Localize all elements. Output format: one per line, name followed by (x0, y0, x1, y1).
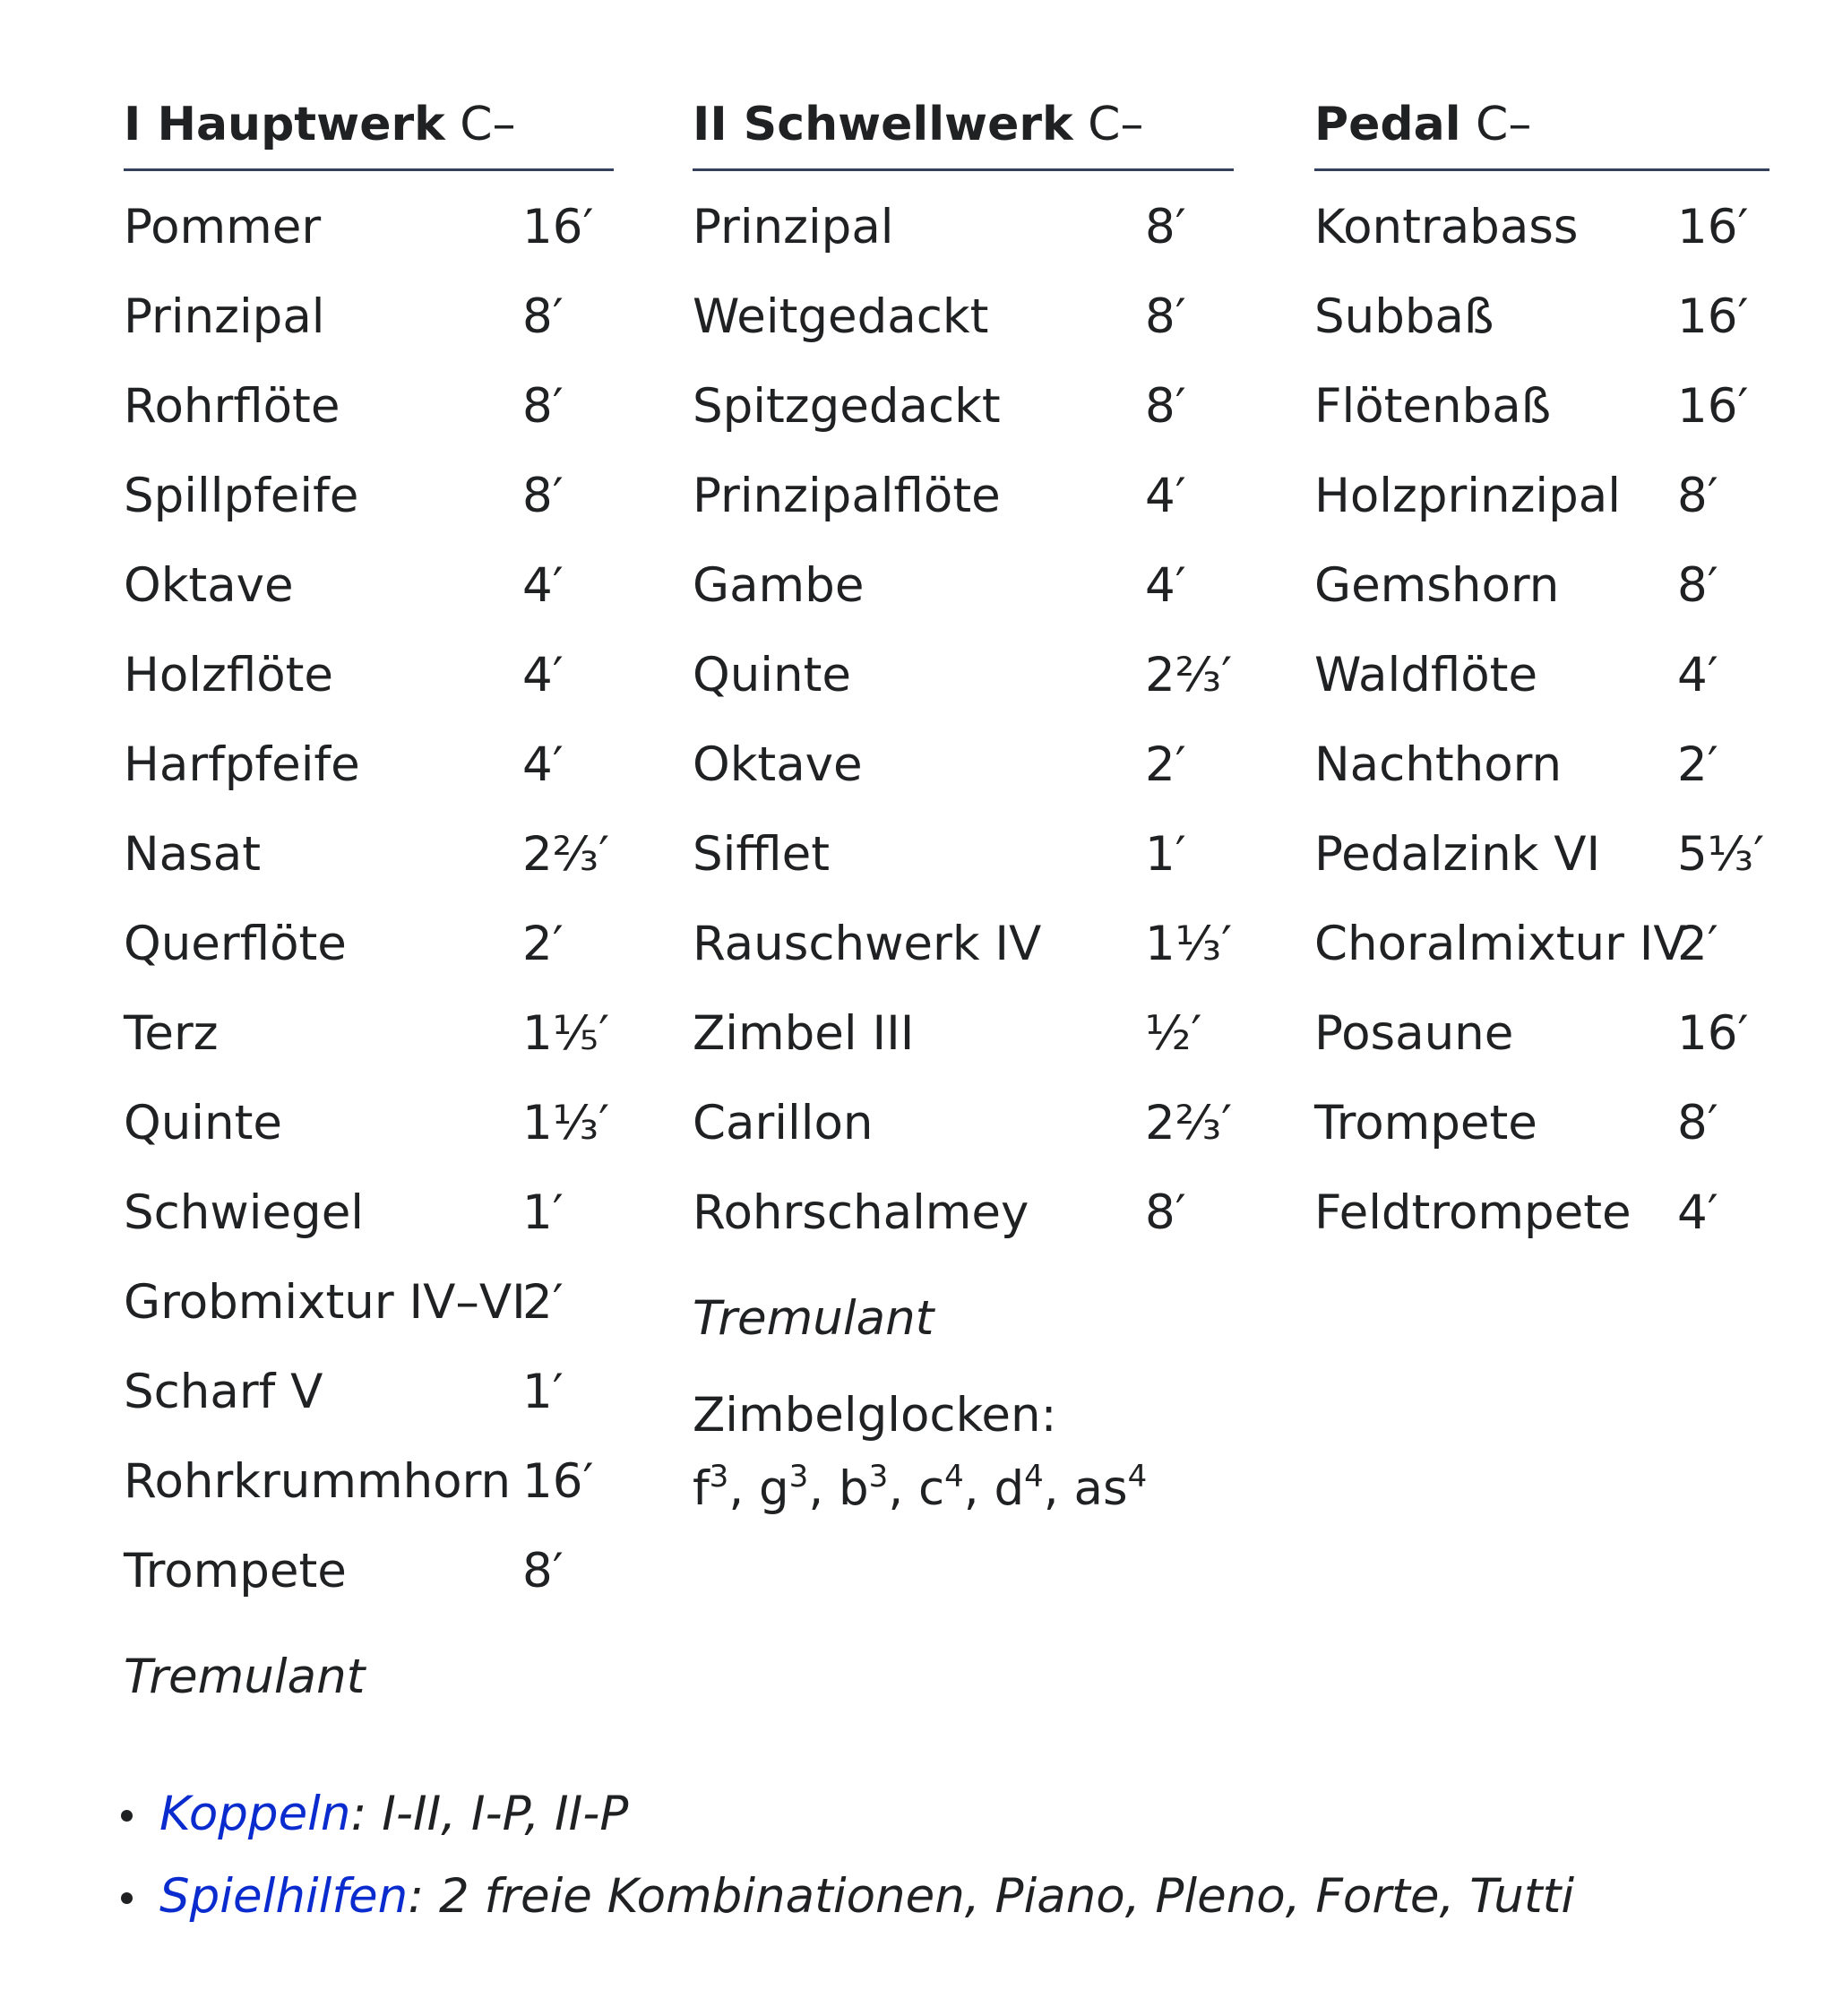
stop-row (124, 1545, 614, 1634)
stop-name: Feldtrompete (1314, 1185, 1632, 1240)
stop-name: Rohrflöte (124, 379, 340, 434)
tremulant-label: Tremulant (124, 1650, 366, 1704)
division-title (693, 86, 1234, 163)
bell-note (994, 1461, 1044, 1516)
stop-row (124, 649, 614, 738)
stop-size: 1⅓′ (522, 1096, 610, 1150)
stop-name: Scharf V (124, 1365, 323, 1419)
title-underline (693, 168, 1234, 171)
stop-name: Prinzipal (124, 289, 325, 344)
stop-list (124, 201, 614, 1634)
stop-name: Subbaß (1314, 289, 1494, 344)
stop-size: 2′ (522, 917, 564, 971)
bell-note (693, 1461, 728, 1516)
stop-row (124, 380, 614, 470)
stop-row (124, 1007, 614, 1097)
stop-name: Zimbel III (693, 1006, 915, 1061)
stop-name: Sifflet (693, 827, 830, 882)
stop-name: Nasat (124, 827, 261, 882)
bell-note-letter: as (1073, 1461, 1128, 1516)
bell-note-letter: b (839, 1461, 869, 1516)
stop-row (1314, 1097, 1769, 1186)
stop-size: 2′ (1145, 737, 1186, 792)
stop-name: Terz (124, 1006, 219, 1061)
bell-note-octave: 4 (944, 1459, 964, 1495)
stop-name: Holzprinzipal (1314, 469, 1621, 523)
tremulant-label: Tremulant (693, 1291, 934, 1346)
division-range: C– (460, 98, 516, 151)
division-title (124, 86, 614, 163)
stop-size: 8′ (1145, 1185, 1186, 1240)
stop-size: 16′ (522, 200, 594, 254)
stop-size: 16′ (1677, 1006, 1749, 1061)
stop-row (693, 649, 1234, 738)
stop-name: Rohrschalmey (693, 1185, 1029, 1240)
stop-row (124, 738, 614, 828)
bullet-icon (121, 1810, 133, 1822)
stop-name: Oktave (124, 558, 294, 613)
stop-size: 1′ (522, 1365, 564, 1419)
stop-row (124, 1186, 614, 1276)
stop-size: 1⅓′ (1145, 917, 1233, 971)
stop-name: Rauschwerk IV (693, 917, 1042, 971)
division-title (1314, 86, 1769, 163)
stop-row (124, 1366, 614, 1455)
stop-size: 8′ (1677, 1096, 1718, 1150)
stop-name: Trompete (1314, 1096, 1537, 1150)
stop-size: 16′ (1677, 200, 1749, 254)
division-pedal (1314, 86, 1769, 1276)
stop-row (124, 470, 614, 559)
bells-notes: $f^3$, $g^3$, $b^3$, $c^4$, $d^4$, $as^4$ (693, 1459, 1148, 1516)
accessories-list (116, 1788, 1574, 1952)
stop-row (693, 559, 1234, 649)
division-range: C– (1088, 98, 1144, 151)
stop-row (693, 1186, 1234, 1276)
bell-note-octave: 3 (788, 1459, 809, 1495)
stop-row (124, 918, 614, 1007)
stop-name: Kontrabass (1314, 200, 1579, 254)
stop-name: Spitzgedackt (693, 379, 1001, 434)
stop-size: 16′ (1677, 289, 1749, 344)
accessory-item (116, 1788, 1574, 1870)
stop-size: 4′ (1677, 648, 1718, 702)
stop-size: 2′ (1677, 917, 1718, 971)
bell-note (1074, 1461, 1148, 1516)
title-underline (124, 168, 614, 171)
stop-size: 4′ (522, 558, 564, 613)
stop-row (1314, 1007, 1769, 1097)
stop-size: 4′ (522, 737, 564, 792)
bell-note (839, 1461, 888, 1516)
stop-name: Prinzipalflöte (693, 469, 1001, 523)
stop-size: 2′ (522, 1275, 564, 1330)
stop-name: Spillpfeife (124, 469, 359, 523)
stop-size: 16′ (1677, 379, 1749, 434)
accessory-item (116, 1870, 1574, 1952)
stop-row (693, 738, 1234, 828)
stop-size: 1′ (522, 1185, 564, 1240)
division-name: I Hauptwerk (124, 98, 445, 151)
stop-row (124, 1097, 614, 1186)
stop-size: 8′ (1677, 469, 1718, 523)
bullet-icon (121, 1892, 133, 1904)
bell-note-octave: 4 (1127, 1459, 1148, 1495)
koppeln-link[interactable]: Koppeln (159, 1787, 351, 1841)
stop-name: Oktave (693, 737, 863, 792)
stop-row (693, 1097, 1234, 1186)
stop-size: 4′ (1677, 1185, 1718, 1240)
stop-name: Nachthorn (1314, 737, 1563, 792)
stop-row (124, 1455, 614, 1545)
stop-size: 2⅔′ (1145, 1096, 1233, 1150)
stop-name: Schwiegel (124, 1185, 365, 1240)
stop-name: Posaune (1314, 1006, 1514, 1061)
bells-label: Zimbelglocken: (693, 1388, 1057, 1443)
bell-note-octave: 4 (1024, 1459, 1044, 1495)
stop-name: Holzflöte (124, 648, 334, 702)
bell-note (759, 1461, 808, 1516)
stop-size: 8′ (522, 469, 564, 523)
stop-name: Quinte (124, 1096, 283, 1150)
stop-size: 8′ (1677, 558, 1718, 613)
stop-row (693, 380, 1234, 470)
division-range: C– (1476, 98, 1532, 151)
stop-size: 4′ (1145, 469, 1186, 523)
stop-name: Flötenbaß (1314, 379, 1552, 434)
stop-row (1314, 559, 1769, 649)
stop-list (1314, 201, 1769, 1276)
stop-name: Prinzipal (693, 200, 894, 254)
stop-row (1314, 918, 1769, 1007)
stop-row (124, 201, 614, 290)
stop-size: ½′ (1145, 1006, 1202, 1061)
stop-row (693, 290, 1234, 380)
stop-name: Rohrkrummhorn (124, 1454, 512, 1509)
stop-name: Gemshorn (1314, 558, 1560, 613)
stop-size: 4′ (1145, 558, 1186, 613)
stop-name: Gambe (693, 558, 865, 613)
stop-row (1314, 380, 1769, 470)
stop-name: Harfpfeife (124, 737, 360, 792)
stop-size: 1′ (1145, 827, 1186, 882)
stop-row (1314, 290, 1769, 380)
stop-size: 16′ (522, 1454, 594, 1509)
division-hauptwerk (124, 86, 614, 1704)
stop-size: 8′ (1145, 289, 1186, 344)
stop-size: 5⅓′ (1677, 827, 1765, 882)
spielhilfen-link[interactable]: Spielhilfen (159, 1869, 409, 1924)
stop-row (693, 1007, 1234, 1097)
stop-name: Choralmixtur IV (1314, 917, 1686, 971)
stop-name: Grobmixtur IV–VI (124, 1275, 526, 1330)
bell-note-octave: 3 (868, 1459, 889, 1495)
accessory-text: : I-II, I-P, II-P (350, 1787, 629, 1841)
stop-size: 8′ (522, 289, 564, 344)
stop-size: 8′ (522, 379, 564, 434)
division-name: II Schwellwerk (693, 98, 1073, 151)
stop-row (124, 290, 614, 380)
stop-size: 8′ (1145, 200, 1186, 254)
stop-row (124, 559, 614, 649)
division-schwellwerk (693, 86, 1234, 1516)
stop-row (693, 470, 1234, 559)
accessory-text: : 2 freie Kombinationen, Piano, Pleno, Forte, Tutti (408, 1869, 1575, 1924)
stop-name: Pedalzink VI (1314, 827, 1601, 882)
stop-row (693, 828, 1234, 918)
bell-note-octave: 3 (709, 1459, 729, 1495)
bell-note-letter: g (759, 1461, 789, 1516)
stop-row (1314, 738, 1769, 828)
bell-note-letter: d (994, 1461, 1025, 1516)
stop-size: 2⅔′ (1145, 648, 1233, 702)
stop-row (1314, 201, 1769, 290)
stop-row (1314, 828, 1769, 918)
stop-row (1314, 470, 1769, 559)
stop-name: Pommer (124, 200, 322, 254)
stop-size: 8′ (1145, 379, 1186, 434)
stop-list (693, 201, 1234, 1276)
division-name: Pedal (1314, 98, 1461, 151)
stop-name: Carillon (693, 1096, 874, 1150)
stop-name: Waldflöte (1314, 648, 1538, 702)
stop-name: Querflöte (124, 917, 347, 971)
stop-size: 2′ (1677, 737, 1718, 792)
stop-size: 8′ (522, 1544, 564, 1598)
title-underline (1314, 168, 1769, 171)
stop-row (693, 918, 1234, 1007)
stop-size: 4′ (522, 648, 564, 702)
bell-note-letter: f (693, 1461, 710, 1516)
stop-name: Quinte (693, 648, 852, 702)
bell-note (918, 1461, 964, 1516)
stop-name: Weitgedackt (693, 289, 989, 344)
stop-row (1314, 649, 1769, 738)
stop-row (693, 201, 1234, 290)
stop-row (124, 1276, 614, 1366)
stop-size: 2⅔′ (522, 827, 610, 882)
stop-row (1314, 1186, 1769, 1276)
stop-row (124, 828, 614, 918)
stop-size: 1⅕′ (522, 1006, 610, 1061)
stop-name: Trompete (124, 1544, 347, 1598)
bell-note-letter: c (918, 1461, 945, 1516)
